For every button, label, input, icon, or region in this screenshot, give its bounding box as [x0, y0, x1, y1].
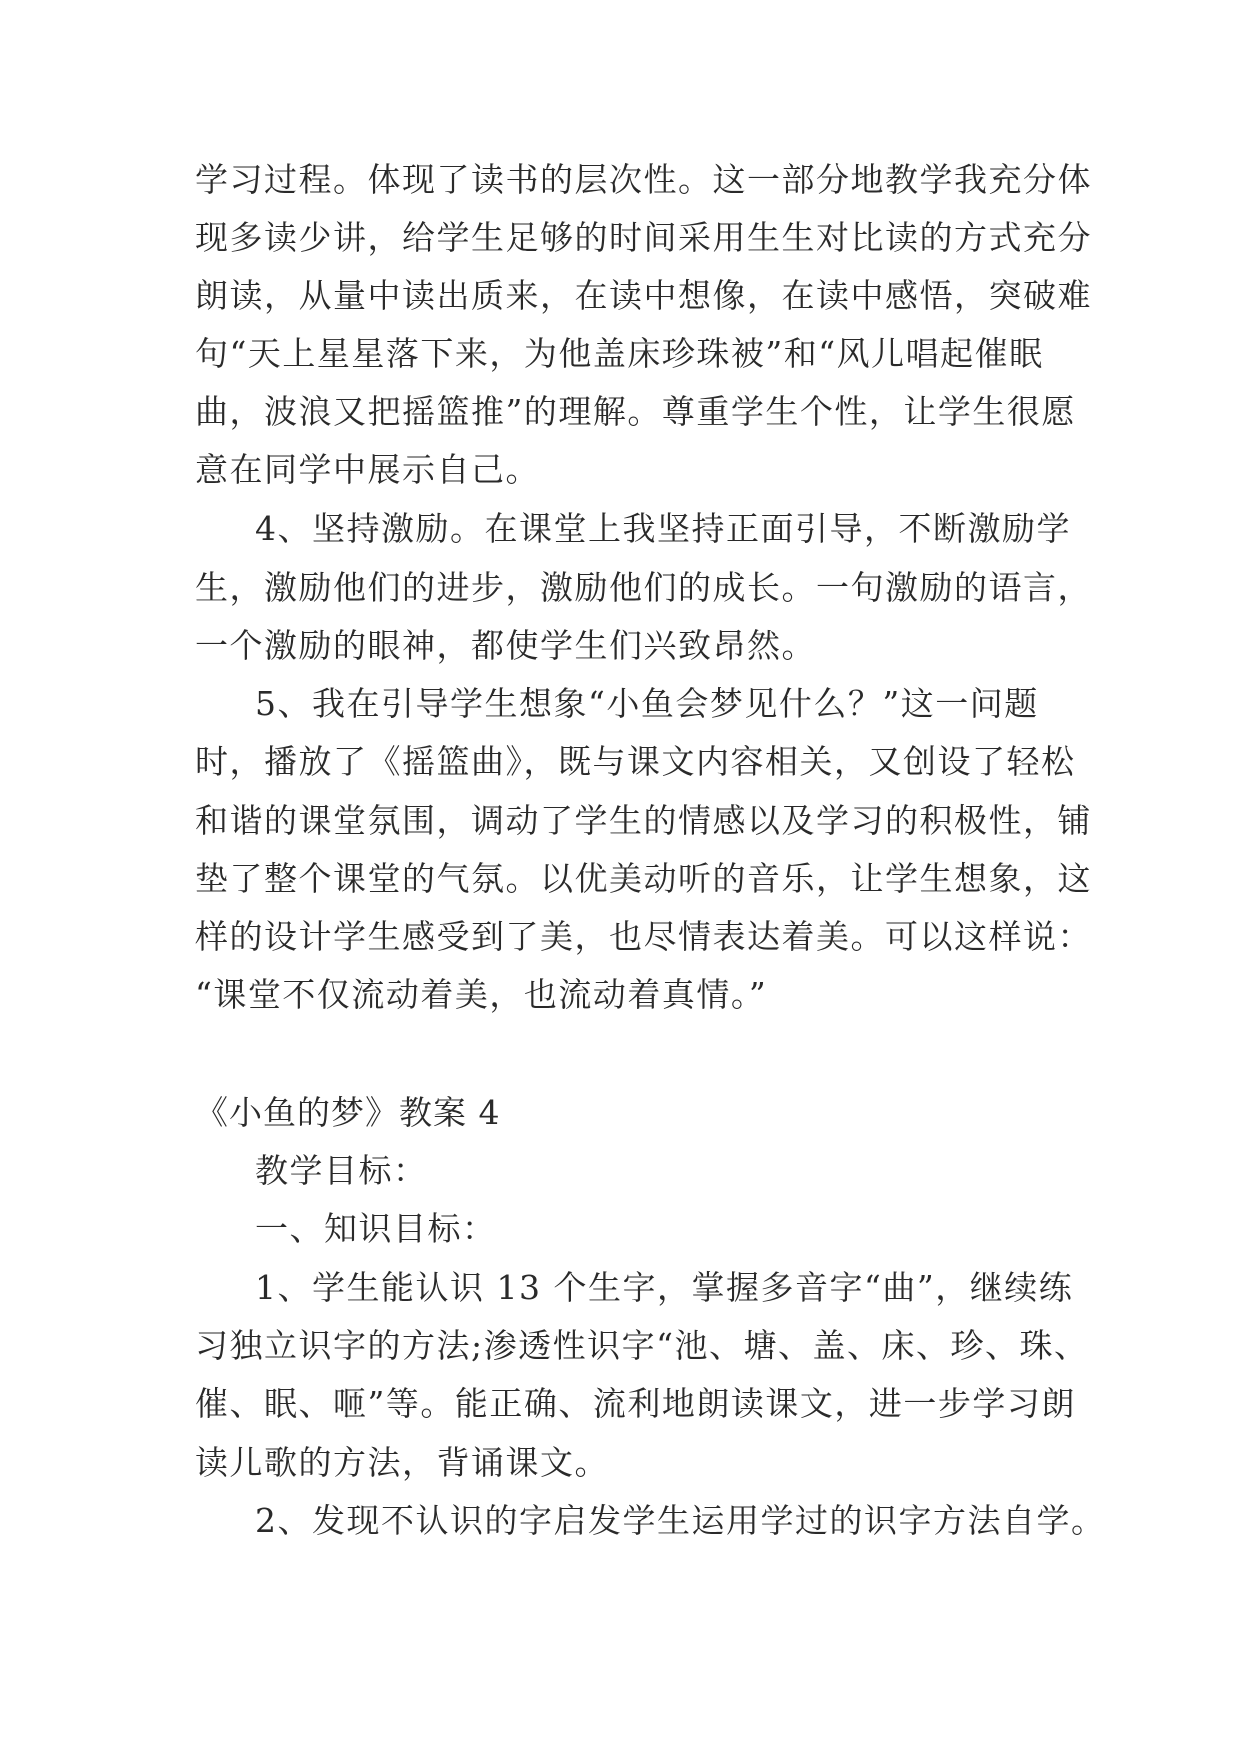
- paragraph-line: 垫了整个课堂的气氛。以优美动听的音乐，让学生想象，这: [195, 859, 1092, 898]
- paragraph-line: 曲，波浪又把摇篮推”的理解。尊重学生个性，让学生很愿: [195, 392, 1076, 431]
- paragraph-line: 句“天上星星落下来，为他盖床珍珠被”和“风儿唱起催眠: [195, 334, 1044, 373]
- paragraph-line: 朗读，从量中读出质来，在读中想像，在读中感悟，突破难: [195, 276, 1092, 315]
- section-title: 《小鱼的梦》教案 4: [195, 1093, 501, 1132]
- paragraph-line: 现多读少讲，给学生足够的时间采用生生对比读的方式充分: [195, 218, 1092, 257]
- knowledge-goals-label: 一、知识目标：: [255, 1209, 497, 1248]
- paragraph-line: 生，激励他们的进步，激励他们的成长。一句激励的语言，: [195, 568, 1092, 607]
- paragraph-line: 样的设计学生感受到了美，也尽情表达着美。可以这样说：: [195, 917, 1092, 956]
- paragraph-line: 2、发现不认识的字启发学生运用学过的识字方法自学。: [255, 1501, 1106, 1540]
- paragraph-line: “课堂不仅流动着美，也流动着真情。”: [195, 975, 768, 1014]
- paragraph-line: 一个激励的眼神，都使学生们兴致昂然。: [195, 626, 816, 665]
- teaching-goals-label: 教学目标：: [255, 1151, 428, 1190]
- paragraph-line: 和谐的课堂氛围，调动了学生的情感以及学习的积极性，铺: [195, 801, 1092, 840]
- paragraph-line: 读儿歌的方法，背诵课文。: [195, 1443, 609, 1482]
- paragraph-line: 4、坚持激励。在课堂上我坚持正面引导，不断激励学: [255, 509, 1071, 548]
- paragraph-line: 意在同学中展示自己。: [195, 450, 540, 489]
- paragraph-line: 习独立识字的方法;渗透性识字“池、塘、盖、床、珍、珠、: [195, 1326, 1089, 1365]
- paragraph-line: 1、学生能认识 13 个生字，掌握多音字“曲”，继续练: [255, 1268, 1074, 1307]
- paragraph-line: 催、眠、咂”等。能正确、流利地朗读课文，进一步学习朗: [195, 1384, 1076, 1423]
- paragraph-line: 5、我在引导学生想象“小鱼会梦见什么？”这一问题: [255, 684, 1039, 723]
- paragraph-line: 时，播放了《摇篮曲》，既与课文内容相关，又创设了轻松: [195, 742, 1076, 781]
- paragraph-line: 学习过程。体现了读书的层次性。这一部分地教学我充分体: [195, 160, 1092, 199]
